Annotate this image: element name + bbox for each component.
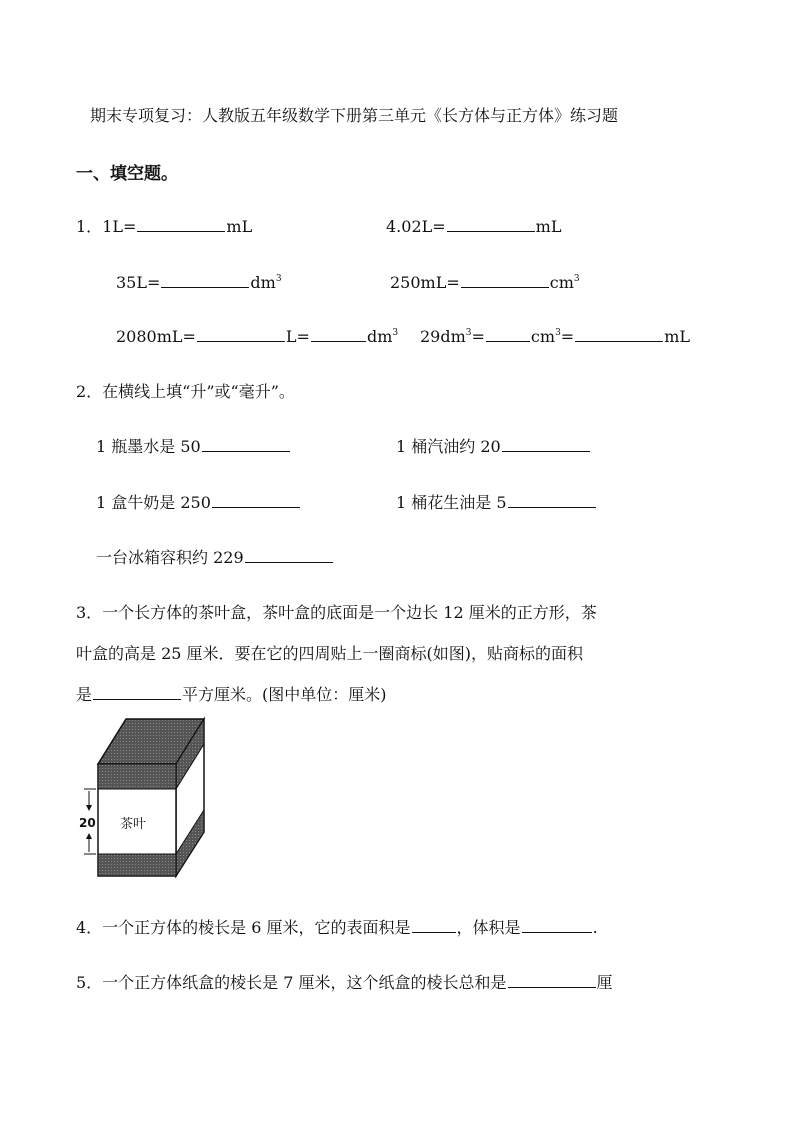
q1-c-right: 29dm (420, 327, 466, 346)
dimension-label: 20 (79, 816, 96, 830)
q1-c-right-mid: cm (530, 327, 556, 346)
q2-item-text: 1 桶汽油约 20 (396, 437, 501, 456)
q1-b-right-sup: 3 (573, 274, 580, 284)
q2-item-text: 1 盒牛奶是 250 (96, 493, 211, 512)
answer-blank[interactable] (447, 217, 535, 232)
answer-blank[interactable] (412, 918, 456, 933)
answer-blank[interactable] (461, 273, 549, 288)
answer-blank[interactable] (575, 327, 663, 342)
q4-text-b: ，体积是 (456, 918, 521, 937)
q2-stem: 2．在横线上填“升”或“毫升”。 (76, 382, 295, 401)
q1-row-1 (76, 216, 252, 238)
box-front-band-bottom (98, 854, 176, 876)
q1-number: 1． (76, 217, 103, 236)
q2-item-text: 一台冰箱容积约 229 (96, 548, 244, 567)
q1-a-left: 1L= (102, 217, 137, 236)
q4 (76, 917, 598, 939)
arrow-up-icon (86, 833, 92, 839)
q1-row-2 (116, 272, 282, 294)
q1-a-right-unit: mL (535, 217, 562, 236)
q1-row-1-right (386, 216, 561, 238)
q2-item-4 (396, 492, 597, 514)
q5 (76, 972, 613, 994)
q1-row-3 (116, 326, 398, 348)
q3-line-3 (76, 684, 387, 706)
answer-blank[interactable] (93, 685, 181, 700)
answer-blank[interactable] (508, 973, 596, 988)
equals-sign: = (560, 327, 575, 346)
answer-blank[interactable] (508, 493, 596, 508)
q1-row-3-right (420, 326, 690, 348)
q1-c-unit: dm (366, 327, 393, 346)
answer-blank[interactable] (502, 437, 590, 452)
answer-blank[interactable] (197, 327, 285, 342)
arrow-down-icon (86, 805, 92, 811)
q1-c-right-sup: 3 (465, 328, 472, 338)
box-label: 茶叶 (120, 817, 147, 832)
answer-blank[interactable] (212, 493, 300, 508)
q1-b-unit: dm (250, 273, 276, 292)
q3-line-2: 叶盒的高是 25 厘米．要在它的四周贴上一圈商标(如图)，贴商标的面积 (76, 644, 584, 663)
q3-line-3-start: 是 (76, 685, 93, 704)
q1-b-right-unit: cm (549, 273, 574, 292)
q1-b-sup: 3 (275, 274, 282, 284)
q1-c-right-unit: mL (664, 327, 690, 346)
equals-sign: = (471, 327, 485, 346)
q5-text-b: 厘 (596, 973, 613, 992)
q1-c-left: 2080mL= (116, 327, 196, 346)
answer-blank[interactable] (522, 918, 592, 933)
answer-blank[interactable] (245, 548, 333, 563)
q2-item-2 (396, 436, 591, 458)
q4-text-a: 4．一个正方体的棱长是 6 厘米，它的表面积是 (76, 918, 411, 937)
q1-a-unit: mL (226, 217, 253, 236)
q1-b-left: 35L= (116, 273, 161, 292)
q1-row-2-right (390, 272, 580, 294)
q1-c-mid: L= (285, 327, 310, 346)
answer-blank[interactable] (311, 327, 366, 342)
tea-box-figure (72, 714, 212, 884)
q4-text-c: . (592, 918, 598, 937)
page-title: 期末专项复习：人教版五年级数学下册第三单元《长方体与正方体》练习题 (90, 106, 619, 125)
q2-item-text: 1 桶花生油是 5 (396, 493, 507, 512)
q1-c-right-mid-sup: 3 (555, 328, 561, 338)
q1-b-right: 250mL= (390, 273, 460, 292)
q2-item-text: 1 瓶墨水是 50 (96, 437, 201, 456)
q3-line-1: 3．一个长方体的茶叶盒，茶叶盒的底面是一个边长 12 厘米的正方形，茶 (76, 603, 597, 622)
q2-item-5 (96, 547, 334, 569)
q1-a-right: 4.02L= (386, 217, 446, 236)
q2-item-1 (96, 436, 291, 458)
q1-c-sup: 3 (392, 328, 399, 338)
answer-blank[interactable] (161, 273, 249, 288)
answer-blank[interactable] (137, 217, 225, 232)
section-heading: 一、填空题。 (76, 164, 178, 184)
q2-item-3 (96, 492, 301, 514)
q5-text-a: 5．一个正方体纸盒的棱长是 7 厘米，这个纸盒的棱长总和是 (76, 973, 507, 992)
box-front-band-top (98, 764, 176, 789)
answer-blank[interactable] (202, 437, 290, 452)
q3-line-3-end: 平方厘米。(图中单位：厘米) (182, 685, 387, 704)
answer-blank[interactable] (486, 327, 530, 342)
